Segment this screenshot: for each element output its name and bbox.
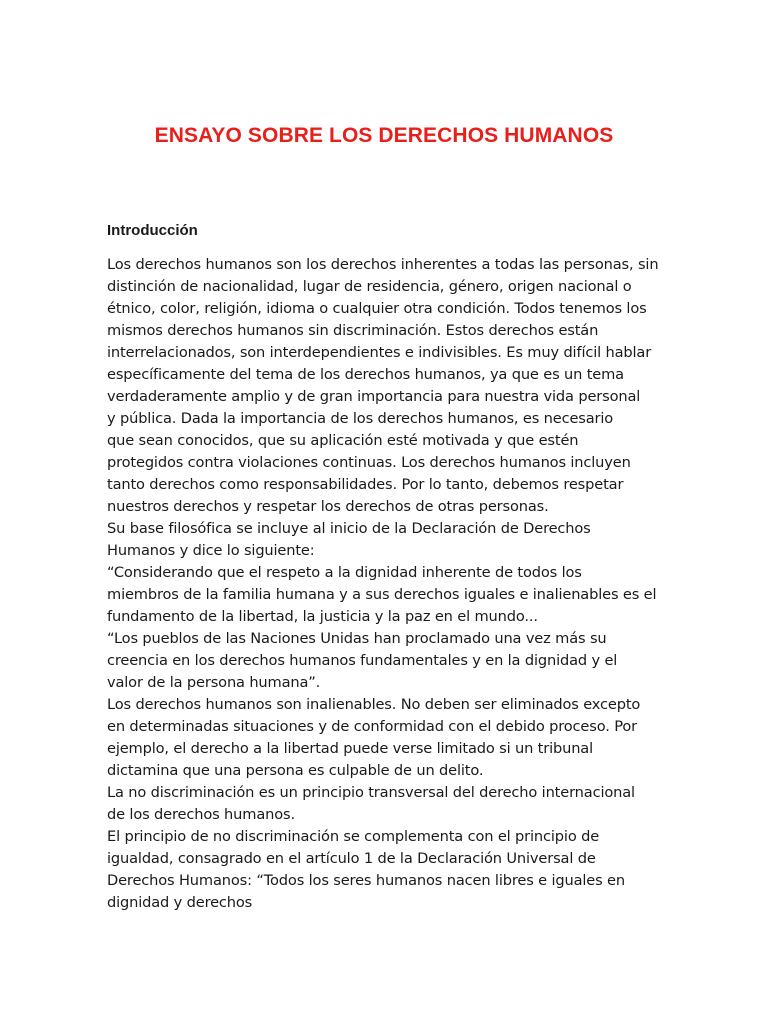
body-paragraphs — [107, 254, 667, 914]
body-line: interrelacionados, son interdependientes e indivisibles. Es muy difícil hablar — [107, 344, 652, 361]
body-line: verdaderamente amplio y de gran importancia para nuestra vida personal — [107, 388, 641, 405]
body-line: específicamente del tema de los derechos humanos, ya que es un tema — [107, 366, 624, 383]
body-line: Los derechos humanos son los derechos inherentes a todas las personas, sin — [107, 256, 659, 273]
body-line: fundamento de la libertad, la justicia y la paz en el mundo... — [107, 608, 538, 625]
body-line: mismos derechos humanos sin discriminación. Estos derechos están — [107, 322, 599, 339]
document-title: ENSAYO SOBRE LOS DERECHOS HUMANOS — [154, 124, 614, 147]
body-line: protegidos contra violaciones continuas. Los derechos humanos incluyen — [107, 454, 631, 471]
body-line: distinción de nacionalidad, lugar de residencia, género, origen nacional o — [107, 278, 632, 295]
section-heading-introduccion: Introducción — [107, 222, 198, 239]
body-line: de los derechos humanos. — [107, 806, 295, 823]
body-line: Los derechos humanos son inalienables. No deben ser eliminados excepto — [107, 696, 641, 713]
body-line: “Considerando que el respeto a la dignidad inherente de todos los — [107, 564, 582, 581]
body-line: tanto derechos como responsabilidades. Por lo tanto, debemos respetar — [107, 476, 624, 493]
body-line: que sean conocidos, que su aplicación esté motivada y que estén — [107, 432, 579, 449]
body-line: Derechos Humanos: “Todos los seres humanos nacen libres e iguales en — [107, 872, 625, 889]
body-line: valor de la persona humana”. — [107, 674, 321, 691]
body-line: La no discriminación es un principio transversal del derecho internacional — [107, 784, 635, 801]
body-line: ejemplo, el derecho a la libertad puede verse limitado si un tribunal — [107, 740, 594, 757]
body-line: igualdad, consagrado en el artículo 1 de la Declaración Universal de — [107, 850, 596, 867]
body-line: dignidad y derechos — [107, 894, 253, 911]
body-line: El principio de no discriminación se complementa con el principio de — [107, 828, 600, 845]
body-line: en determinadas situaciones y de conformidad con el debido proceso. Por — [107, 718, 637, 735]
body-line: nuestros derechos y respetar los derechos de otras personas. — [107, 498, 549, 515]
body-line: Humanos y dice lo siguiente: — [107, 542, 315, 559]
body-line: “Los pueblos de las Naciones Unidas han proclamado una vez más su — [107, 630, 607, 647]
body-line: creencia en los derechos humanos fundamentales y en la dignidad y el — [107, 652, 618, 669]
body-line: Su base filosófica se incluye al inicio de la Declaración de Derechos — [107, 520, 591, 537]
body-line: dictamina que una persona es culpable de un delito. — [107, 762, 484, 779]
body-line: étnico, color, religión, idioma o cualquier otra condición. Todos tenemos los — [107, 300, 647, 317]
body-line: y pública. Dada la importancia de los derechos humanos, es necesario — [107, 410, 614, 427]
body-line: miembros de la familia humana y a sus derechos iguales e inalienables es el — [107, 586, 657, 603]
